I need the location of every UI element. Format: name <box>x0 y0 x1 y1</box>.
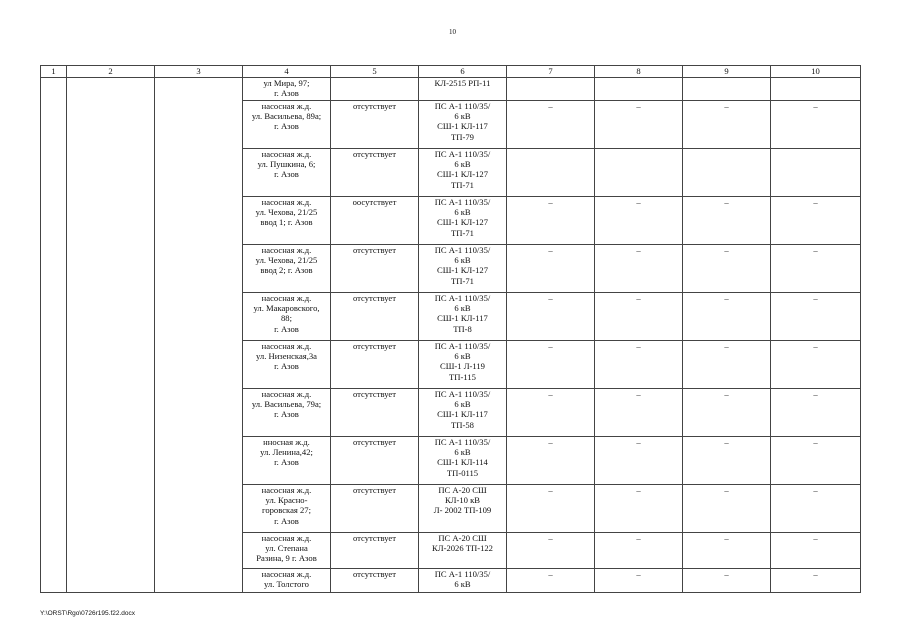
cell-line: г. Азов <box>274 457 299 468</box>
cell-c2 <box>67 437 155 485</box>
cell-c6 <box>419 78 507 101</box>
cell-line: ПС А-1 110/35/ <box>434 101 491 111</box>
cell-c1 <box>41 341 67 389</box>
cell-c10 <box>771 149 861 197</box>
cell-c8 <box>595 341 683 389</box>
cell-text: отсутствует <box>353 341 396 351</box>
cell-text: отсутствует <box>353 569 396 579</box>
cell-c3 <box>155 341 243 389</box>
table-row <box>41 78 861 101</box>
cell-line: 6 кВ <box>454 579 471 590</box>
cell-text: – <box>724 437 729 447</box>
cell-line: ТП-115 <box>449 371 476 382</box>
table-body <box>41 78 861 593</box>
cell-c3 <box>155 245 243 293</box>
cell-line: 6 кВ <box>454 207 471 218</box>
cell-text: – <box>548 389 553 399</box>
cell-text: – <box>548 569 553 579</box>
file-path-footer: Y:\ORST\Rgo\0726r195.f22.docx <box>40 610 136 617</box>
cell-text: – <box>813 197 818 207</box>
cell-line: 6 кВ <box>454 351 471 362</box>
cell-line: горовская 27; <box>262 505 311 516</box>
cell-line: ПС А-1 110/35/ <box>434 437 491 447</box>
cell-text: – <box>724 101 729 111</box>
cell-line: ПС А-1 110/35/ <box>434 245 491 255</box>
cell-line: ПС А-1 110/35/ <box>434 293 491 303</box>
cell-c3 <box>155 437 243 485</box>
cell-text: – <box>813 101 818 111</box>
cell-line: насосная ж.д. <box>261 569 312 579</box>
cell-line: СШ-1 КЛ-127 <box>436 217 489 228</box>
cell-text: – <box>636 569 641 579</box>
cell-line: 6 кВ <box>454 399 471 410</box>
cell-c7 <box>507 485 595 533</box>
cell-c7 <box>507 389 595 437</box>
cell-c5 <box>331 389 419 437</box>
cell-text: – <box>813 437 818 447</box>
cell-text: – <box>724 341 729 351</box>
cell-line: ПС А-20 СШ <box>438 485 487 495</box>
cell-c5 <box>331 437 419 485</box>
cell-c3 <box>155 149 243 197</box>
cell-c9 <box>683 533 771 569</box>
cell-c7 <box>507 78 595 101</box>
cell-c1 <box>41 569 67 593</box>
cell-c10 <box>771 437 861 485</box>
cell-text: – <box>724 293 729 303</box>
cell-c5 <box>331 78 419 101</box>
cell-line: ул. Васильева, 89а; <box>251 111 322 122</box>
table-row <box>41 485 861 533</box>
table-row <box>41 293 861 341</box>
cell-c8 <box>595 533 683 569</box>
data-table <box>40 65 861 593</box>
cell-text: – <box>548 341 553 351</box>
cell-c2 <box>67 78 155 101</box>
cell-c2 <box>67 389 155 437</box>
cell-text: – <box>636 485 641 495</box>
cell-c4 <box>243 197 331 245</box>
cell-c10 <box>771 485 861 533</box>
cell-c8 <box>595 197 683 245</box>
cell-line: насосная ж.д. <box>261 533 312 543</box>
cell-c4 <box>243 293 331 341</box>
cell-c5 <box>331 197 419 245</box>
cell-c9 <box>683 437 771 485</box>
cell-c1 <box>41 197 67 245</box>
column-header-10: 10 <box>771 66 861 78</box>
cell-line: г. Азов <box>274 169 299 180</box>
cell-c6 <box>419 569 507 593</box>
cell-line: ввод 1; г. Азов <box>260 217 313 228</box>
cell-line: насосная ж.д. <box>261 149 312 159</box>
column-header-1: 1 <box>41 66 67 78</box>
cell-c6 <box>419 389 507 437</box>
cell-text: – <box>724 569 729 579</box>
cell-c4 <box>243 341 331 389</box>
cell-c8 <box>595 293 683 341</box>
cell-c5 <box>331 101 419 149</box>
cell-c2 <box>67 293 155 341</box>
cell-text: отсутствует <box>353 101 396 111</box>
cell-line: 6 кВ <box>454 447 471 458</box>
cell-line: ТП-58 <box>451 419 474 430</box>
cell-c6 <box>419 197 507 245</box>
cell-c10 <box>771 293 861 341</box>
cell-text: – <box>636 389 641 399</box>
cell-c8 <box>595 437 683 485</box>
cell-line: ввод 2; г. Азов <box>260 265 313 276</box>
cell-text: – <box>636 437 641 447</box>
table-row <box>41 533 861 569</box>
cell-text: – <box>636 245 641 255</box>
cell-line: Разина, 9 г. Азов <box>256 553 317 564</box>
cell-line: насосная ж.д. <box>261 293 312 303</box>
cell-c1 <box>41 485 67 533</box>
cell-line: насосная ж.д. <box>261 485 312 495</box>
column-header-5: 5 <box>331 66 419 78</box>
cell-line: ул. Пушкина, 6; <box>257 159 316 170</box>
cell-line: насосная ж.д. <box>261 197 312 207</box>
cell-c1 <box>41 437 67 485</box>
cell-text: отсутствует <box>353 293 396 303</box>
cell-line: насосная ж.д. <box>261 245 312 255</box>
table-row <box>41 437 861 485</box>
cell-c10 <box>771 341 861 389</box>
cell-c7 <box>507 197 595 245</box>
table-row <box>41 569 861 593</box>
cell-c7 <box>507 341 595 389</box>
cell-c7 <box>507 293 595 341</box>
cell-c1 <box>41 533 67 569</box>
cell-text: отсутствует <box>353 437 396 447</box>
cell-text: – <box>548 293 553 303</box>
cell-line: г. Азов <box>274 88 299 99</box>
header-row <box>41 66 861 78</box>
cell-c6 <box>419 101 507 149</box>
cell-c4 <box>243 245 331 293</box>
cell-line: ПС А-1 110/35/ <box>434 197 491 207</box>
cell-line: КЛ-2026 ТП-122 <box>432 543 493 554</box>
cell-text: – <box>636 293 641 303</box>
cell-c8 <box>595 101 683 149</box>
cell-text: – <box>548 485 553 495</box>
cell-c3 <box>155 293 243 341</box>
cell-line: г. Азов <box>274 515 299 526</box>
cell-c10 <box>771 197 861 245</box>
cell-c9 <box>683 149 771 197</box>
cell-c8 <box>595 389 683 437</box>
cell-c4 <box>243 533 331 569</box>
cell-line: ул. Ленина,42; <box>260 447 313 458</box>
cell-line: ТП-71 <box>451 275 474 286</box>
table-row <box>41 389 861 437</box>
cell-c9 <box>683 101 771 149</box>
cell-c10 <box>771 78 861 101</box>
cell-c5 <box>331 569 419 593</box>
cell-c2 <box>67 101 155 149</box>
cell-c9 <box>683 341 771 389</box>
cell-c4 <box>243 101 331 149</box>
cell-c6 <box>419 341 507 389</box>
cell-c6 <box>419 245 507 293</box>
cell-c3 <box>155 197 243 245</box>
cell-c10 <box>771 389 861 437</box>
cell-text: отсутствует <box>353 389 396 399</box>
cell-line: ТП-0115 <box>446 467 479 478</box>
table-row <box>41 149 861 197</box>
cell-c4 <box>243 78 331 101</box>
cell-c4 <box>243 485 331 533</box>
cell-line: ТП-71 <box>451 179 474 190</box>
cell-c6 <box>419 149 507 197</box>
cell-line: ул. Низенская,3а <box>255 351 317 362</box>
cell-line: Л- 2002 ТП-109 <box>433 505 492 516</box>
column-header-6: 6 <box>419 66 507 78</box>
cell-text: – <box>813 533 818 543</box>
cell-c8 <box>595 485 683 533</box>
cell-text: – <box>636 341 641 351</box>
cell-text: – <box>813 389 818 399</box>
cell-c10 <box>771 245 861 293</box>
cell-line: СШ-1 КЛ-117 <box>437 409 488 420</box>
cell-line: ул. Красно- <box>265 495 308 506</box>
cell-c3 <box>155 389 243 437</box>
cell-line: ПС А-1 110/35/ <box>434 569 491 579</box>
cell-c9 <box>683 485 771 533</box>
cell-c1 <box>41 78 67 101</box>
cell-c1 <box>41 389 67 437</box>
cell-line: СШ-1 Л-119 <box>440 361 485 372</box>
cell-c6 <box>419 293 507 341</box>
cell-c7 <box>507 149 595 197</box>
cell-c2 <box>67 341 155 389</box>
cell-c9 <box>683 197 771 245</box>
cell-line: г. Азов <box>274 361 299 372</box>
cell-c5 <box>331 485 419 533</box>
cell-text: оосутствует <box>352 197 397 207</box>
cell-line: ул. Чехова, 21/25 <box>255 207 318 218</box>
cell-line: ул. Васильева, 79а; <box>251 399 322 410</box>
cell-c5 <box>331 149 419 197</box>
cell-c4 <box>243 437 331 485</box>
cell-text: – <box>813 293 818 303</box>
cell-text: – <box>548 533 553 543</box>
cell-c1 <box>41 293 67 341</box>
cell-c3 <box>155 533 243 569</box>
cell-line: ПС А-1 110/35/ <box>434 389 491 399</box>
cell-line: ПС А-20 СШ <box>438 533 487 543</box>
column-header-7: 7 <box>507 66 595 78</box>
cell-text: – <box>724 485 729 495</box>
cell-line: ул Мира, 97; <box>263 78 310 88</box>
cell-c2 <box>67 533 155 569</box>
cell-c2 <box>67 197 155 245</box>
cell-c7 <box>507 101 595 149</box>
cell-line: ПС А-1 110/35/ <box>434 341 491 351</box>
cell-c5 <box>331 293 419 341</box>
cell-text: – <box>813 245 818 255</box>
cell-line: ул. Толстого <box>264 579 309 590</box>
cell-c10 <box>771 569 861 593</box>
cell-line: ТП-71 <box>451 227 474 238</box>
cell-text: – <box>724 389 729 399</box>
cell-line: нносная ж.д. <box>263 437 310 447</box>
cell-text: – <box>813 485 818 495</box>
cell-text: – <box>813 341 818 351</box>
cell-c1 <box>41 245 67 293</box>
cell-text: – <box>548 245 553 255</box>
cell-c8 <box>595 149 683 197</box>
table-row <box>41 101 861 149</box>
cell-c4 <box>243 149 331 197</box>
cell-line: СШ-1 КЛ-127 <box>436 169 489 180</box>
cell-line: 6 кВ <box>454 255 471 266</box>
cell-line: ПС А-1 110/35/ <box>434 149 491 159</box>
cell-line: СШ-1 КЛ-117 <box>437 121 488 132</box>
cell-c3 <box>155 485 243 533</box>
cell-c1 <box>41 149 67 197</box>
page-number: 10 <box>449 28 456 36</box>
column-header-2: 2 <box>67 66 155 78</box>
cell-line: ТП-79 <box>451 131 474 142</box>
cell-line: ТП-8 <box>453 323 472 334</box>
cell-c9 <box>683 78 771 101</box>
cell-c4 <box>243 569 331 593</box>
cell-text: отсутствует <box>353 245 396 255</box>
cell-line: г. Азов <box>274 121 299 132</box>
cell-text: – <box>636 533 641 543</box>
cell-c7 <box>507 569 595 593</box>
cell-c10 <box>771 533 861 569</box>
cell-text: – <box>636 101 641 111</box>
cell-c2 <box>67 569 155 593</box>
cell-c5 <box>331 341 419 389</box>
cell-text: – <box>548 101 553 111</box>
cell-line: КЛ-2515 РП-11 <box>434 78 491 88</box>
cell-line: 6 кВ <box>454 159 471 170</box>
cell-c6 <box>419 485 507 533</box>
cell-text: – <box>813 569 818 579</box>
table-row <box>41 341 861 389</box>
cell-text: отсутствует <box>353 485 396 495</box>
cell-c9 <box>683 569 771 593</box>
cell-line: насосная ж.д. <box>261 341 312 351</box>
cell-c8 <box>595 245 683 293</box>
cell-c8 <box>595 569 683 593</box>
cell-c4 <box>243 389 331 437</box>
cell-c7 <box>507 245 595 293</box>
cell-line: 6 кВ <box>454 303 471 314</box>
cell-c5 <box>331 533 419 569</box>
cell-c2 <box>67 245 155 293</box>
cell-c2 <box>67 485 155 533</box>
cell-c10 <box>771 101 861 149</box>
column-header-3: 3 <box>155 66 243 78</box>
column-header-9: 9 <box>683 66 771 78</box>
cell-c7 <box>507 533 595 569</box>
cell-c2 <box>67 149 155 197</box>
cell-c9 <box>683 389 771 437</box>
cell-c8 <box>595 78 683 101</box>
cell-c1 <box>41 101 67 149</box>
cell-c3 <box>155 78 243 101</box>
cell-c3 <box>155 101 243 149</box>
cell-c6 <box>419 437 507 485</box>
cell-text: – <box>724 197 729 207</box>
cell-text: – <box>548 437 553 447</box>
cell-text: отсутствует <box>353 149 396 159</box>
cell-line: ул. Чехова, 21/25 <box>255 255 318 266</box>
cell-text: – <box>548 197 553 207</box>
cell-line: СШ-1 КЛ-117 <box>437 313 488 324</box>
cell-line: 88; <box>281 313 292 324</box>
column-header-8: 8 <box>595 66 683 78</box>
column-header-4: 4 <box>243 66 331 78</box>
cell-c7 <box>507 437 595 485</box>
cell-line: СШ-1 КЛ-127 <box>436 265 489 276</box>
table-row <box>41 245 861 293</box>
cell-line: г. Азов <box>274 323 299 334</box>
cell-c9 <box>683 245 771 293</box>
cell-c6 <box>419 533 507 569</box>
cell-text: – <box>724 533 729 543</box>
cell-line: г. Азов <box>274 409 299 420</box>
cell-c9 <box>683 293 771 341</box>
cell-line: ул. Макаровского, <box>253 303 320 314</box>
table-row <box>41 197 861 245</box>
cell-line: насосная ж.д. <box>261 389 312 399</box>
cell-text: – <box>724 245 729 255</box>
cell-line: СШ-1 КЛ-114 <box>437 457 488 468</box>
cell-line: 6 кВ <box>454 111 471 122</box>
cell-c3 <box>155 569 243 593</box>
cell-text: отсутствует <box>353 533 396 543</box>
cell-c5 <box>331 245 419 293</box>
cell-text: – <box>636 197 641 207</box>
cell-line: ул. Степана <box>265 543 308 554</box>
cell-line: насосная ж.д. <box>261 101 312 111</box>
cell-line: КЛ-10 кВ <box>444 495 481 506</box>
